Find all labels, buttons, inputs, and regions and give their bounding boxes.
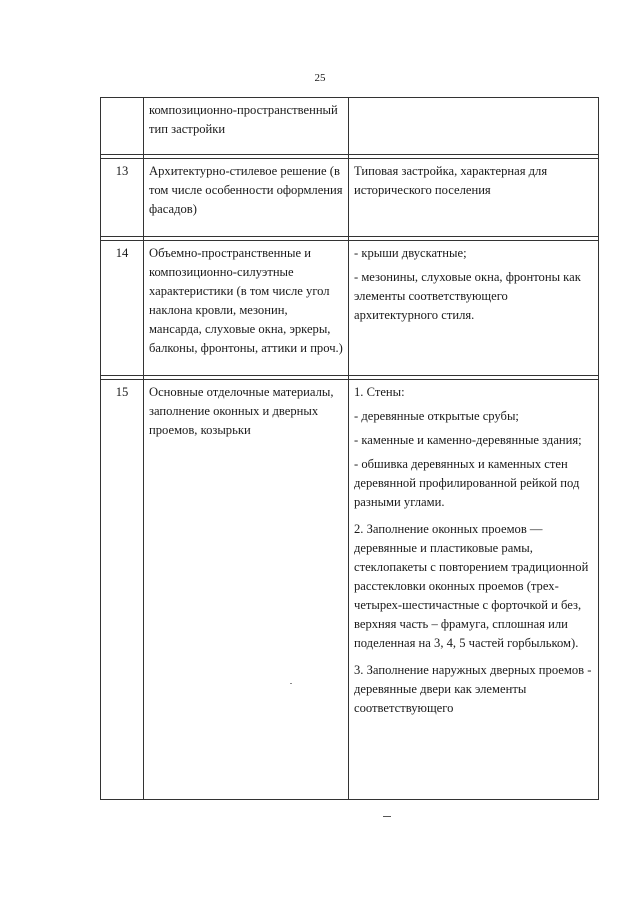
parameter-value-cell <box>349 98 599 155</box>
parameter-value-cell <box>349 241 599 376</box>
scan-speck <box>290 683 292 684</box>
parameter-name-cell: Объемно-пространственные и композиционно-силуэтные характеристики (в том числе угол наклона кровли, мезонин, мансарда, слуховые окна, эркеры, балконы, фронтоны, аттики и проч.) <box>144 241 349 376</box>
row-number-cell: 14 <box>101 241 144 376</box>
parameter-name-cell: Основные отделочные материалы, заполнение оконных и дверных проемов, козырьки <box>144 380 349 800</box>
windows-section <box>354 520 593 653</box>
row-number-cell: 13 <box>101 159 144 237</box>
value-paragraph: - обшивка деревянных и каменных стен деревянной профилированной рейкой под разными углами. <box>354 457 580 509</box>
parameter-name-cell: Архитектурно-стилевое решение (в том числе особенности оформления фасадов) <box>144 159 349 237</box>
table-row <box>101 159 599 237</box>
walls-section <box>354 383 593 512</box>
value-paragraph: 2. Заполнение оконных проемов — деревянные и пластиковые рамы, стеклопакеты с повторением традиционной расстекловки оконных проемов (трех- четырех-шестичастные с форточкой и без, верхняя часть – фрамуга, сплошная или поделенная на 3, 4, 5 частей горбыльком). <box>354 522 589 650</box>
value-paragraph: 1. Стены: <box>354 385 405 399</box>
scan-mark <box>383 816 391 817</box>
table-row <box>101 98 599 155</box>
regulations-table <box>100 97 599 800</box>
table-row <box>101 241 599 376</box>
doors-section <box>354 661 593 718</box>
row-number-cell: 15 <box>101 380 144 800</box>
table-row <box>101 380 599 800</box>
value-paragraph: - каменные и каменно-деревянные здания; <box>354 433 582 447</box>
parameter-value-cell <box>349 159 599 237</box>
value-paragraph: - крыши двускатные; <box>354 246 467 260</box>
parameter-name-cell: композиционно-пространственный тип застройки <box>144 98 349 155</box>
value-paragraph: Типовая застройка, характерная для исторического поселения <box>354 164 548 197</box>
page-number: 25 <box>314 72 326 84</box>
value-paragraph: - деревянные открытые срубы; <box>354 409 519 423</box>
row-number-cell <box>101 98 144 155</box>
value-paragraph: 3. Заполнение наружных дверных проемов - деревянные двери как элементы соответствующего <box>354 663 592 715</box>
parameter-value-cell <box>349 380 599 800</box>
value-paragraph: - мезонины, слуховые окна, фронтоны как элементы соответствующего архитектурного стиля. <box>354 270 581 322</box>
